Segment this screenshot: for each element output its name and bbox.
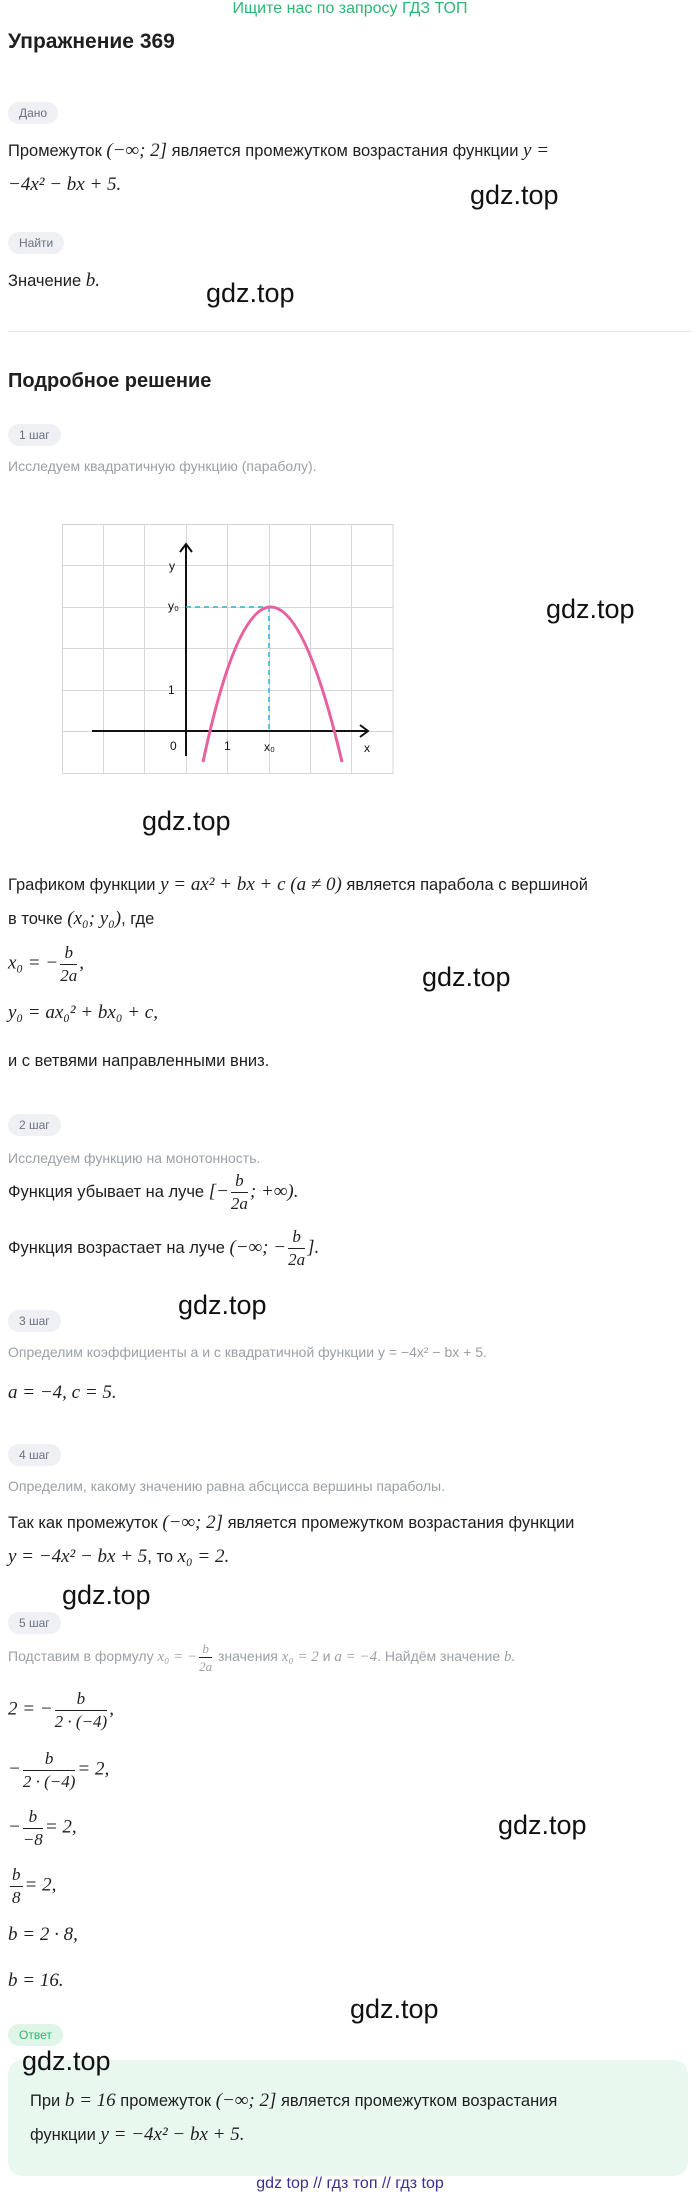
- watermark: gdz.top: [142, 806, 231, 836]
- watermark: gdz.top: [62, 1580, 151, 1610]
- step-2-label: 2 шаг: [8, 1114, 61, 1136]
- step-3-desc: Определим коэффициенты a и c квадратичной функции y = −4x² − bx + 5.: [8, 1344, 487, 1360]
- find-section: [8, 232, 64, 254]
- step-1-label: 1 шаг: [8, 424, 61, 446]
- x0-label: x₀: [264, 740, 275, 754]
- equation-4: $\frac{b}{8}$ = 2,: [12, 1865, 57, 1907]
- y-tick-1: 1: [168, 683, 175, 697]
- step-5: [8, 1612, 61, 1634]
- watermark: gdz.top: [206, 278, 295, 308]
- x-tick-1: 1: [224, 739, 231, 753]
- watermark: gdz.top: [178, 1290, 267, 1320]
- equation-1: 2 = − $\frac{b}{2 \cdot (-4)}$ ,: [8, 1689, 114, 1731]
- watermark: gdz.top: [422, 962, 511, 992]
- watermark: gdz.top: [470, 180, 559, 210]
- given-label: Дано: [8, 102, 58, 124]
- step-4-desc: Определим, какому значению равна абсцисса вершины параболы.: [8, 1478, 445, 1494]
- step-2: [8, 1114, 61, 1136]
- x-axis-label: x: [364, 741, 370, 755]
- step-3-label: 3 шаг: [8, 1310, 61, 1332]
- page-title: Упражнение 369: [8, 30, 175, 53]
- footer-links[interactable]: gdz top // гдз топ // гдз top: [256, 2175, 444, 2192]
- equation-3: − $\frac{b}{-8}$ = 2,: [8, 1807, 77, 1849]
- parabola-graph: [62, 524, 394, 778]
- equation-2: − $\frac{b}{2 \cdot (-4)}$ = 2,: [8, 1749, 110, 1791]
- given-interval: (−∞; 2]: [106, 140, 168, 161]
- x0-formula: x₀ = − $\frac{b}{2a}$ ,: [8, 943, 84, 985]
- step-1-text: Графиком функции y = ax² + bx + c (a ≠ 0) является парабола с вершиной в точке (x₀; y₀), где: [8, 874, 588, 929]
- y-axis-label: y: [169, 559, 175, 573]
- step-4-label: 4 шаг: [8, 1444, 61, 1466]
- watermark: gdz.top: [498, 1810, 587, 1840]
- given-text: Промежуток (−∞; 2] является промежутком возрастания функции y = −4x² − bx + 5.: [8, 140, 550, 195]
- equation-6: b = 16.: [8, 1970, 64, 1991]
- solution-title: Подробное решение: [8, 370, 212, 392]
- watermark: gdz.top: [546, 594, 635, 624]
- branches-text: и с ветвями направленными вниз.: [8, 1052, 270, 1070]
- answer-text: При b = 16 промежуток (−∞; 2] является промежутком возрастания функции y = −4x² − bx + 5.: [30, 2090, 558, 2145]
- y0-label: y₀: [168, 599, 179, 613]
- watermark: gdz.top: [22, 2046, 111, 2076]
- top-banner[interactable]: Ищите нас по запросу ГДЗ ТОП: [232, 0, 468, 17]
- find-text: Значение b.: [8, 270, 101, 291]
- origin-label: 0: [170, 739, 177, 753]
- watermark: gdz.top: [350, 1994, 439, 2024]
- answer-section: [8, 2024, 63, 2046]
- step-3: [8, 1310, 61, 1332]
- y0-formula: y₀ = ax₀² + bx₀ + c,: [8, 1002, 158, 1023]
- given-section: [8, 102, 58, 124]
- axes: [92, 544, 368, 756]
- step-5-label: 5 шаг: [8, 1612, 61, 1634]
- divider: [8, 331, 692, 332]
- step-3-result: a = −4, c = 5.: [8, 1382, 117, 1403]
- answer-label: Ответ: [8, 2024, 63, 2046]
- step-4-text: Так как промежуток (−∞; 2] является промежутком возрастания функции y = −4x² − bx + 5, то x₀ = 2.: [8, 1512, 575, 1567]
- step-5-desc: Подставим в формулу x₀ = − $\frac{b}{2a}$ значения x₀ = 2 и a = −4. Найдём значение b.: [8, 1641, 516, 1674]
- step-4: [8, 1444, 61, 1466]
- find-label: Найти: [8, 232, 64, 254]
- given-formula: −4x² − bx + 5.: [8, 174, 122, 195]
- step-2-desc: Исследуем функцию на монотонность.: [8, 1150, 261, 1166]
- decrease-text: Функция убывает на луче [− $\frac{b}{2a}$ ; +∞).: [8, 1171, 299, 1213]
- equation-5: b = 2 · 8,: [8, 1924, 78, 1945]
- step-1-desc: Исследуем квадратичную функцию (параболу).: [8, 458, 317, 474]
- increase-text: Функция возрастает на луче (−∞; − $\frac{b}{2a}$ ].: [8, 1227, 320, 1269]
- step-1: [8, 424, 61, 446]
